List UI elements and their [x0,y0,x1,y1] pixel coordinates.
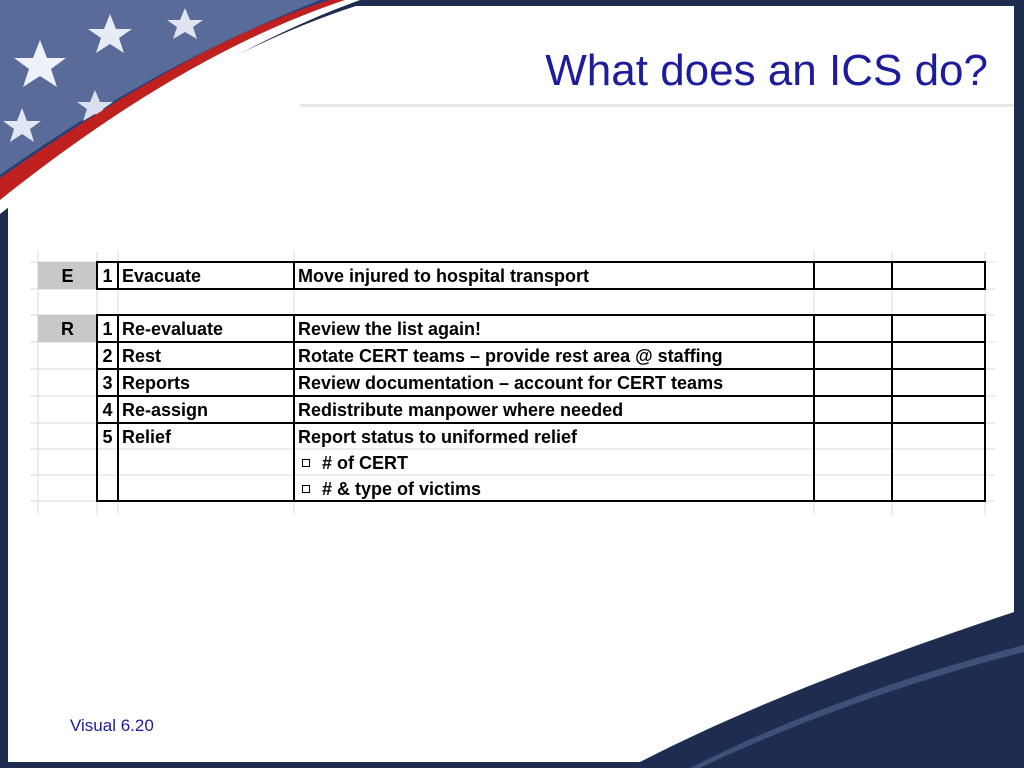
action-relief: Relief [122,427,172,447]
list-item [298,451,408,475]
action-description: Move injured to hospital transport [298,266,590,286]
action-re-evaluate: Re-evaluate [122,319,224,339]
sub-item-label: # & type of victims [322,479,482,499]
row-number: 1 [102,319,113,339]
action-evacuate: Evacuate [122,266,202,286]
row-number: 5 [102,427,113,447]
action-description: Review the list again! [298,319,482,339]
checkbox-bullet-icon [302,485,310,493]
slide-footer: Visual 6.20 [70,716,154,735]
row-number: 1 [102,266,113,286]
row-number: 4 [102,400,113,420]
list-item [298,477,481,501]
row-letter-e: E [61,266,74,286]
checkbox-bullet-icon [302,459,310,467]
action-description: Report status to uniformed relief [298,427,578,447]
action-description: Review documentation – account for CERT teams [298,373,724,393]
action-re-assign: Re-assign [122,400,209,420]
row-number: 3 [102,373,113,393]
action-description: Rotate CERT teams – provide rest area @ staffing [298,346,723,366]
row-number: 2 [102,346,113,366]
slide-title: What does an ICS do? [545,46,988,95]
sub-item-label: # of CERT [322,453,409,473]
action-description: Redistribute manpower where needed [298,400,624,420]
action-rest: Rest [122,346,162,366]
row-letter-r: R [61,319,74,339]
action-reports: Reports [122,373,191,393]
